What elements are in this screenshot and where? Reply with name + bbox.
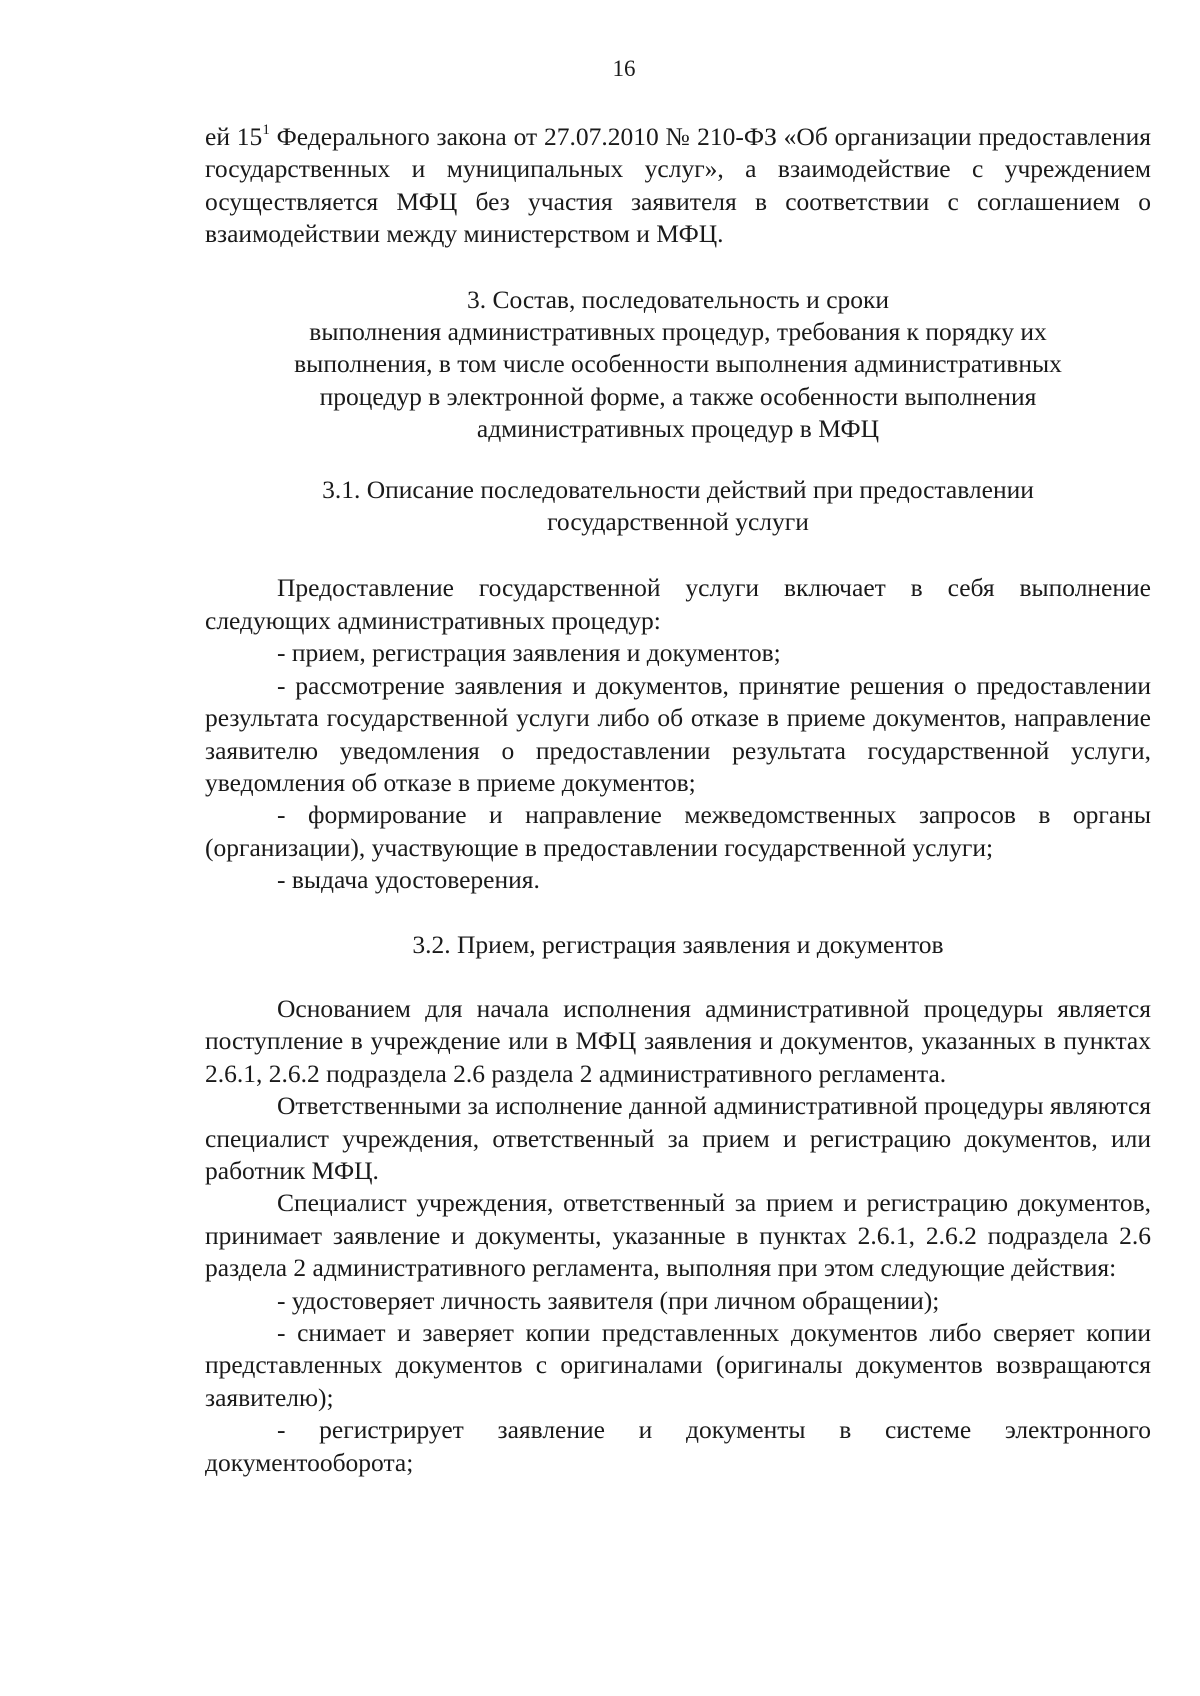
list-item: - рассмотрение заявления и документов, принятие решения о предоставлении результата государственной услуги либо об отказе в приеме документов, направление заявителю уведомления о предоставлении результата государственной услуги, уведомления об отказе в приеме документов; bbox=[205, 670, 1151, 797]
page-number: 16 bbox=[612, 56, 636, 81]
intro-text: Федерального закона от 27.07.2010 № 210-ФЗ «Об организации предоставления государственных и муниципальных услуг», а взаимодействие с учреждением осуществляется МФЦ без участия заявителя в соответствии с соглашением о взаимодействии между министерством и МФЦ. bbox=[205, 122, 1151, 249]
heading-line: 3.1. Описание последовательности действий при предоставлении bbox=[322, 474, 1034, 504]
section-3-2-paragraph: Ответственными за исполнение данной административной процедуры являются специалист учреждения, ответственный за прием и регистрацию документов, или работник МФЦ. bbox=[205, 1091, 1151, 1185]
intro-paragraph bbox=[205, 114, 1151, 251]
section-3-heading bbox=[205, 284, 1151, 446]
heading-line: выполнения административных процедур, требования к порядку их bbox=[309, 317, 1047, 347]
document-body bbox=[205, 114, 1151, 1479]
heading-line: административных процедур в МФЦ bbox=[476, 414, 880, 444]
list-item: - удостоверяет личность заявителя (при личном обращении); bbox=[277, 1285, 940, 1315]
section-3-1-heading bbox=[205, 474, 1151, 539]
heading-line: процедур в электронной форме, а также особенности выполнения bbox=[319, 381, 1037, 411]
heading-line: выполнения, в том числе особенности выполнения административных bbox=[294, 349, 1062, 379]
list-item: - формирование и направление межведомственных запросов в органы (организации), участвующие в предоставлении государственной услуги; bbox=[205, 800, 1151, 862]
section-3-1-intro: Предоставление государственной услуги включает в себя выполнение следующих административных процедур: bbox=[205, 573, 1151, 635]
list-item: - выдача удостоверения. bbox=[277, 865, 540, 895]
list-item: - прием, регистрация заявления и документов; bbox=[277, 638, 781, 668]
section-3-2-heading: 3.2. Прием, регистрация заявления и документов bbox=[412, 929, 944, 959]
superscript: 1 bbox=[262, 122, 270, 138]
list-item: - регистрирует заявление и документы в системе электронного документооборота; bbox=[205, 1415, 1151, 1477]
list-item: - снимает и заверяет копии представленных документов либо сверяет копии представленных документов с оригиналами (оригиналы документов возвращаются заявителю); bbox=[205, 1318, 1151, 1412]
section-3-2-paragraph: Основанием для начала исполнения административной процедуры является поступление в учреждение или в МФЦ заявления и документов, указанных в пунктах 2.6.1, 2.6.2 подраздела 2.6 раздела 2 административного регламента. bbox=[205, 993, 1151, 1088]
section-3-2-paragraph: Специалист учреждения, ответственный за прием и регистрацию документов, принимает заявление и документы, указанные в пунктах 2.6.1, 2.6.2 подраздела 2.6 раздела 2 административного регламента, выполняя при этом следующие действия: bbox=[205, 1188, 1151, 1283]
heading-line: государственной услуги bbox=[547, 507, 809, 537]
heading-line: 3. Состав, последовательность и сроки bbox=[466, 284, 890, 314]
intro-prefix: ей 15 bbox=[205, 122, 263, 151]
